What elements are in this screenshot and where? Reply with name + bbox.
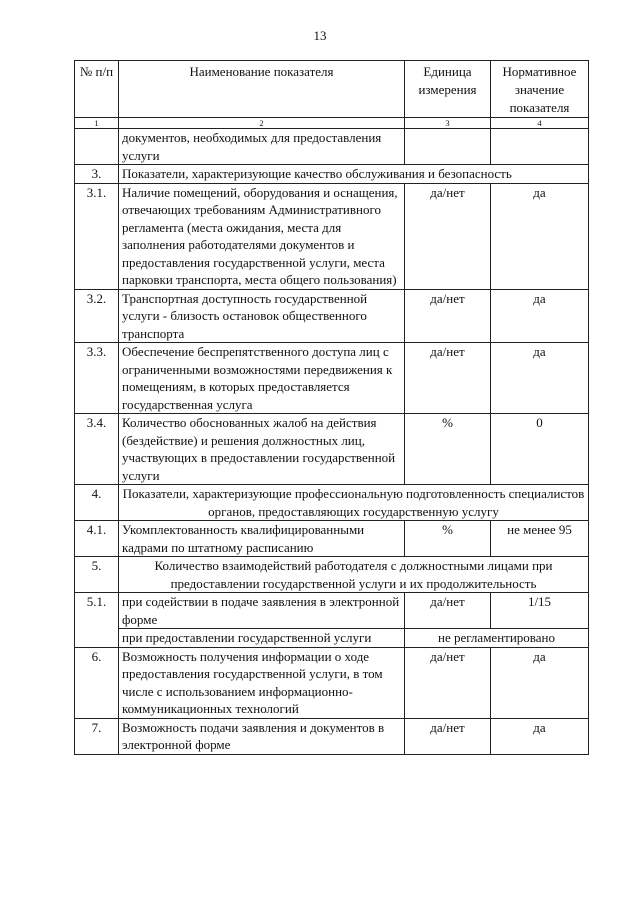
- row-number: [75, 129, 119, 165]
- indicator-name: при предоставлении государственной услуги: [119, 629, 405, 648]
- row-number: 3.2.: [75, 289, 119, 343]
- indicator-name: Возможность подачи заявления и документов в электронной форме: [119, 718, 405, 754]
- table-row: [75, 414, 589, 485]
- row-number: 6.: [75, 647, 119, 718]
- norm-cell: 0: [491, 414, 589, 485]
- unit-cell: да/нет: [405, 183, 491, 289]
- unit-cell: да/нет: [405, 289, 491, 343]
- section-title: Показатели, характеризующие профессиональную подготовленность специалистов органов, предоставляющих государственную услугу: [119, 485, 589, 521]
- unit-cell: %: [405, 414, 491, 485]
- table-row: [75, 629, 589, 648]
- table-row: [75, 521, 589, 557]
- norm-cell: 1/15: [491, 593, 589, 629]
- indicator-name: Укомплектованность квалифицированными кадрами по штатному расписанию: [119, 521, 405, 557]
- indicator-name: Обеспечение беспрепятственного доступа лиц с ограниченными возможностями передвижения к помещениям, в которых предоставляется государственная услуга: [119, 343, 405, 414]
- table-row: [75, 129, 589, 165]
- unit-cell: да/нет: [405, 593, 491, 629]
- table-row: [75, 593, 589, 629]
- column-index: 4: [491, 118, 589, 129]
- unit-cell: да/нет: [405, 718, 491, 754]
- row-number: 3.3.: [75, 343, 119, 414]
- unit-cell: %: [405, 521, 491, 557]
- norm-cell: не менее 95: [491, 521, 589, 557]
- column-index: 3: [405, 118, 491, 129]
- section-row: [75, 165, 589, 184]
- section-number: 4.: [75, 485, 119, 521]
- row-number: 3.4.: [75, 414, 119, 485]
- norm-cell: не регламентировано: [405, 629, 589, 648]
- section-title: Количество взаимодействий работодателя с должностными лицами при предоставлении государственной услуги и их продолжительность: [119, 557, 589, 593]
- indicator-name: Количество обоснованных жалоб на действия (бездействие) и решения должностных лиц, участвующих в предоставлении государственной услуги: [119, 414, 405, 485]
- section-title: Показатели, характеризующие качество обслуживания и безопасность: [119, 165, 589, 184]
- indicator-name: Наличие помещений, оборудования и оснащения, отвечающих требованиям Административного регламента (места ожидания, места для заполнения работодателями документов и предоставления государственной услуги, места парковки транспорта, места общего пользования): [119, 183, 405, 289]
- section-row: [75, 485, 589, 521]
- norm-cell: да: [491, 183, 589, 289]
- indicator-name: Возможность получения информации о ходе предоставления государственной услуги, в том числе с использованием информационно-коммуникационных технологий: [119, 647, 405, 718]
- norm-cell: да: [491, 647, 589, 718]
- row-number: 5.1.: [75, 593, 119, 648]
- section-number: 3.: [75, 165, 119, 184]
- indicator-name: при содействии в подаче заявления в электронной форме: [119, 593, 405, 629]
- table-row: [75, 647, 589, 718]
- header-number: № п/п: [75, 61, 119, 118]
- unit-cell: да/нет: [405, 647, 491, 718]
- unit-cell: [405, 129, 491, 165]
- norm-cell: да: [491, 289, 589, 343]
- table-row: [75, 183, 589, 289]
- indicator-name: Транспортная доступность государственной услуги - близость остановок общественного транспорта: [119, 289, 405, 343]
- table-header-row: [75, 61, 589, 118]
- page-number: 13: [313, 28, 327, 43]
- indicators-table: [74, 60, 589, 755]
- section-row: [75, 557, 589, 593]
- unit-cell: да/нет: [405, 343, 491, 414]
- table-row: [75, 718, 589, 754]
- column-index: 2: [119, 118, 405, 129]
- header-name: Наименование показателя: [119, 61, 405, 118]
- norm-cell: да: [491, 718, 589, 754]
- header-norm: Нормативное значение показателя: [491, 61, 589, 118]
- table-row: [75, 289, 589, 343]
- row-number: 7.: [75, 718, 119, 754]
- norm-cell: [491, 129, 589, 165]
- indicator-name: документов, необходимых для предоставления услуги: [119, 129, 405, 165]
- row-number: 3.1.: [75, 183, 119, 289]
- row-number: 4.1.: [75, 521, 119, 557]
- table-row: [75, 343, 589, 414]
- norm-cell: да: [491, 343, 589, 414]
- header-unit: Единица измерения: [405, 61, 491, 118]
- column-index-row: [75, 118, 589, 129]
- section-number: 5.: [75, 557, 119, 593]
- column-index: 1: [75, 118, 119, 129]
